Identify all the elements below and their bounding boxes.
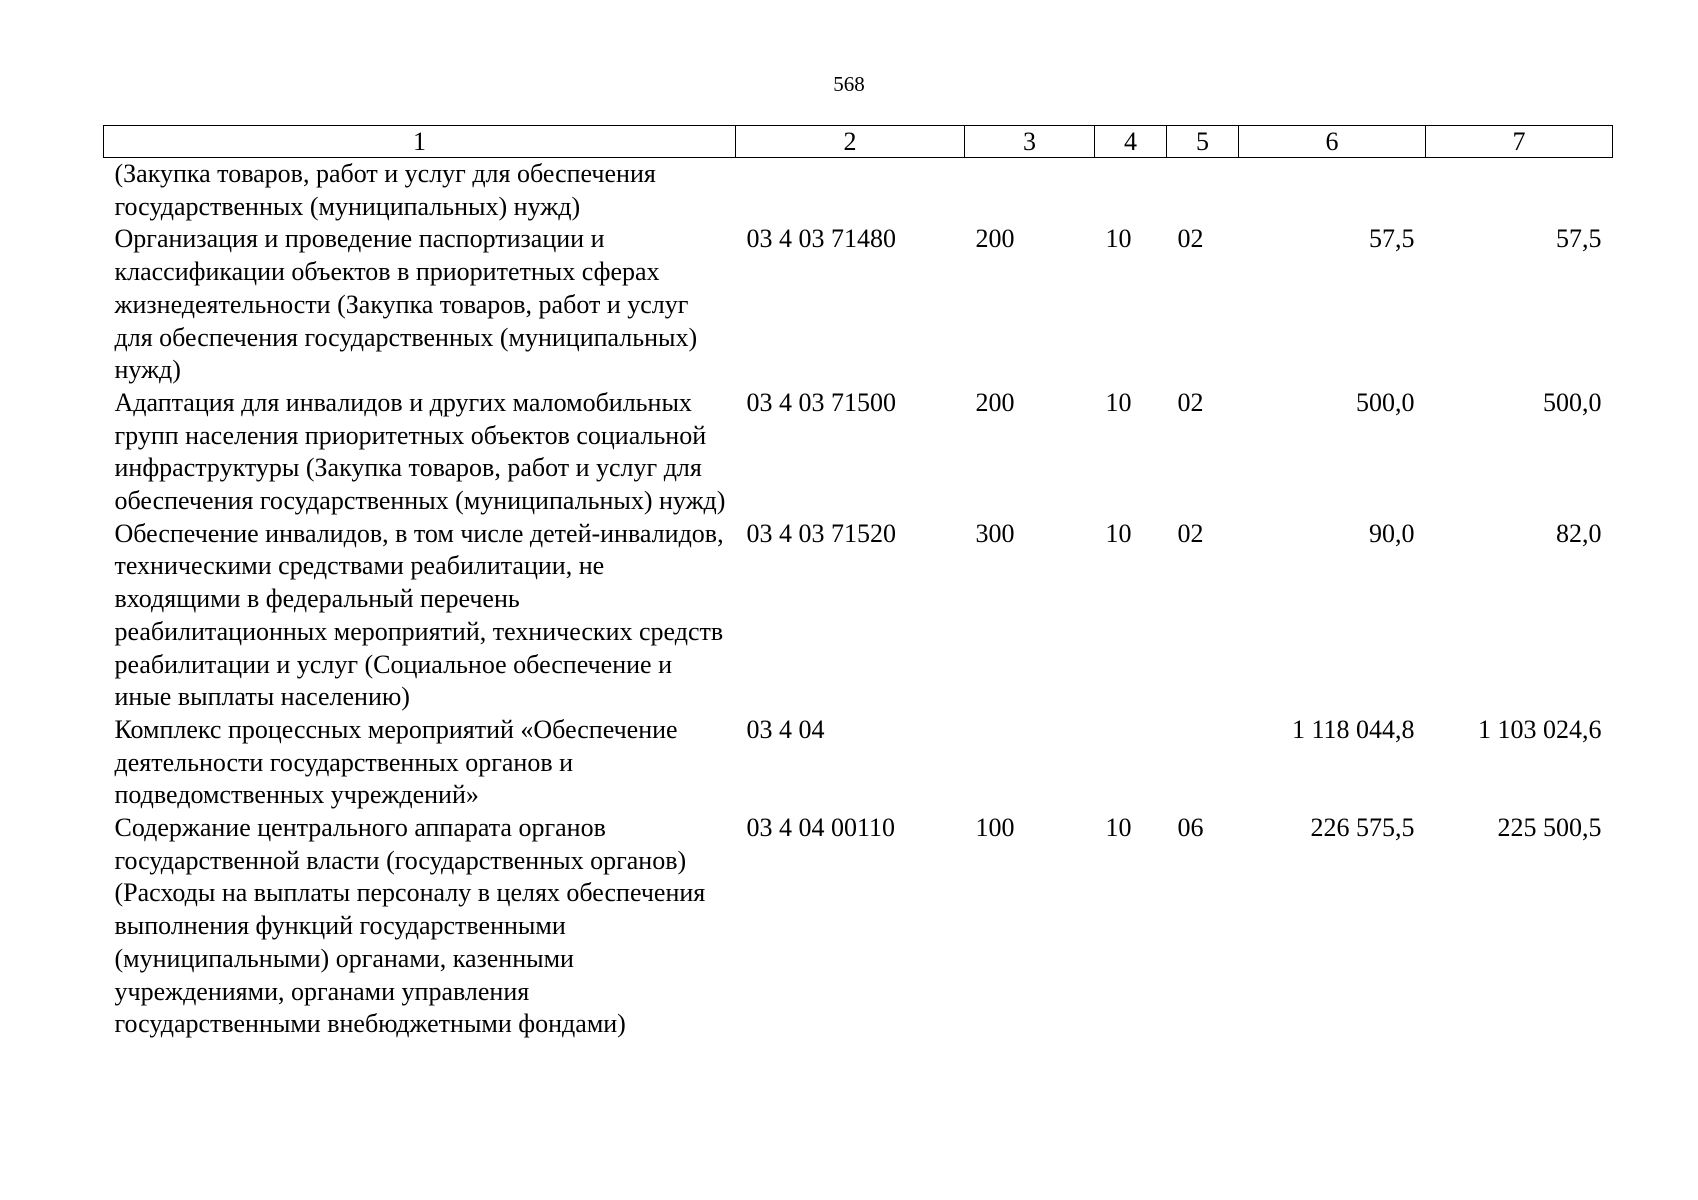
row-subsection: 02 bbox=[1177, 518, 1204, 548]
column-header-7: 7 bbox=[1426, 126, 1613, 158]
table-row bbox=[104, 223, 1613, 387]
row-sum-1: 226 575,5 bbox=[1310, 813, 1415, 843]
column-header-2: 2 bbox=[736, 126, 965, 158]
row-name: Содержание центрального аппарата органов государственной власти (государственных органов) (Расходы на выплаты персоналу в целях обеспечения выполнения функций государственными (муниципальными) органами, казенными учреждениями, органами управления государственными внебюджетными фондами) bbox=[114, 813, 706, 1039]
row-name: Обеспечение инвалидов, в том числе детей-инвалидов, техническими средствами реабилитации, не входящими в федеральный перечень реабилитационных мероприятий, технических средств реабилитации и услуг (Социальное обеспечение и иные выплаты населению) bbox=[114, 518, 724, 712]
row-sum-1: 500,0 bbox=[1356, 387, 1415, 417]
row-sum-1: 1 118 044,8 bbox=[1291, 714, 1415, 744]
row-sum-1 bbox=[1239, 158, 1426, 224]
page-number: 568 bbox=[833, 72, 865, 96]
row-section: 10 bbox=[1105, 813, 1132, 843]
column-header-6: 6 bbox=[1239, 126, 1426, 158]
row-target-article: 03 4 03 71480 bbox=[746, 224, 896, 254]
row-expense-type bbox=[965, 158, 1095, 224]
row-target-article bbox=[736, 158, 965, 224]
row-sum-2: 82,0 bbox=[1556, 518, 1602, 548]
table-row bbox=[104, 714, 1613, 812]
row-subsection bbox=[1167, 158, 1239, 224]
row-sum-2: 57,5 bbox=[1556, 224, 1602, 254]
row-sum-2 bbox=[1426, 158, 1613, 224]
row-target-article: 03 4 04 bbox=[746, 714, 825, 744]
column-header-1: 1 bbox=[104, 126, 736, 158]
row-expense-type bbox=[965, 714, 1095, 812]
row-name: Комплекс процессных мероприятий «Обеспечение деятельности государственных органов и подведомственных учреждений» bbox=[114, 714, 678, 810]
row-section bbox=[1095, 158, 1167, 224]
row-subsection: 02 bbox=[1177, 387, 1204, 417]
row-section: 10 bbox=[1105, 387, 1132, 417]
row-name: (Закупка товаров, работ и услуг для обеспечения государственных (муниципальных) нужд) bbox=[114, 159, 656, 221]
table-row bbox=[104, 812, 1613, 1041]
budget-table bbox=[103, 125, 1613, 1041]
row-sum-1: 90,0 bbox=[1369, 518, 1415, 548]
row-sum-2: 1 103 024,6 bbox=[1478, 714, 1602, 744]
row-sum-2: 500,0 bbox=[1543, 387, 1602, 417]
row-expense-type: 300 bbox=[975, 518, 1015, 548]
row-expense-type: 100 bbox=[975, 813, 1015, 843]
row-name: Адаптация для инвалидов и других маломобильных групп населения приоритетных объектов социальной инфраструктуры (Закупка товаров, работ и услуг для обеспечения государственных (муниципальных) нужд) bbox=[114, 387, 726, 516]
table-row bbox=[104, 387, 1613, 518]
row-expense-type: 200 bbox=[975, 224, 1015, 254]
row-sum-1: 57,5 bbox=[1369, 224, 1415, 254]
row-section bbox=[1095, 714, 1167, 812]
row-section: 10 bbox=[1105, 224, 1132, 254]
row-subsection bbox=[1167, 714, 1239, 812]
row-target-article: 03 4 04 00110 bbox=[746, 813, 896, 843]
header-row bbox=[104, 126, 1613, 158]
table-row bbox=[104, 518, 1613, 714]
row-subsection: 06 bbox=[1177, 813, 1204, 843]
row-name: Организация и проведение паспортизации и классификации объектов в приоритетных сферах жизнедеятельности (Закупка товаров, работ и услуг для обеспечения государственных (муниципальных) нужд) bbox=[114, 224, 698, 385]
column-header-5: 5 bbox=[1167, 126, 1239, 158]
row-target-article: 03 4 03 71500 bbox=[746, 387, 896, 417]
column-header-4: 4 bbox=[1095, 126, 1167, 158]
row-section: 10 bbox=[1105, 518, 1132, 548]
column-header-3: 3 bbox=[965, 126, 1095, 158]
row-target-article: 03 4 03 71520 bbox=[746, 518, 896, 548]
table-row bbox=[104, 158, 1613, 224]
row-subsection: 02 bbox=[1177, 224, 1204, 254]
row-expense-type: 200 bbox=[975, 387, 1015, 417]
row-sum-2: 225 500,5 bbox=[1497, 813, 1602, 843]
